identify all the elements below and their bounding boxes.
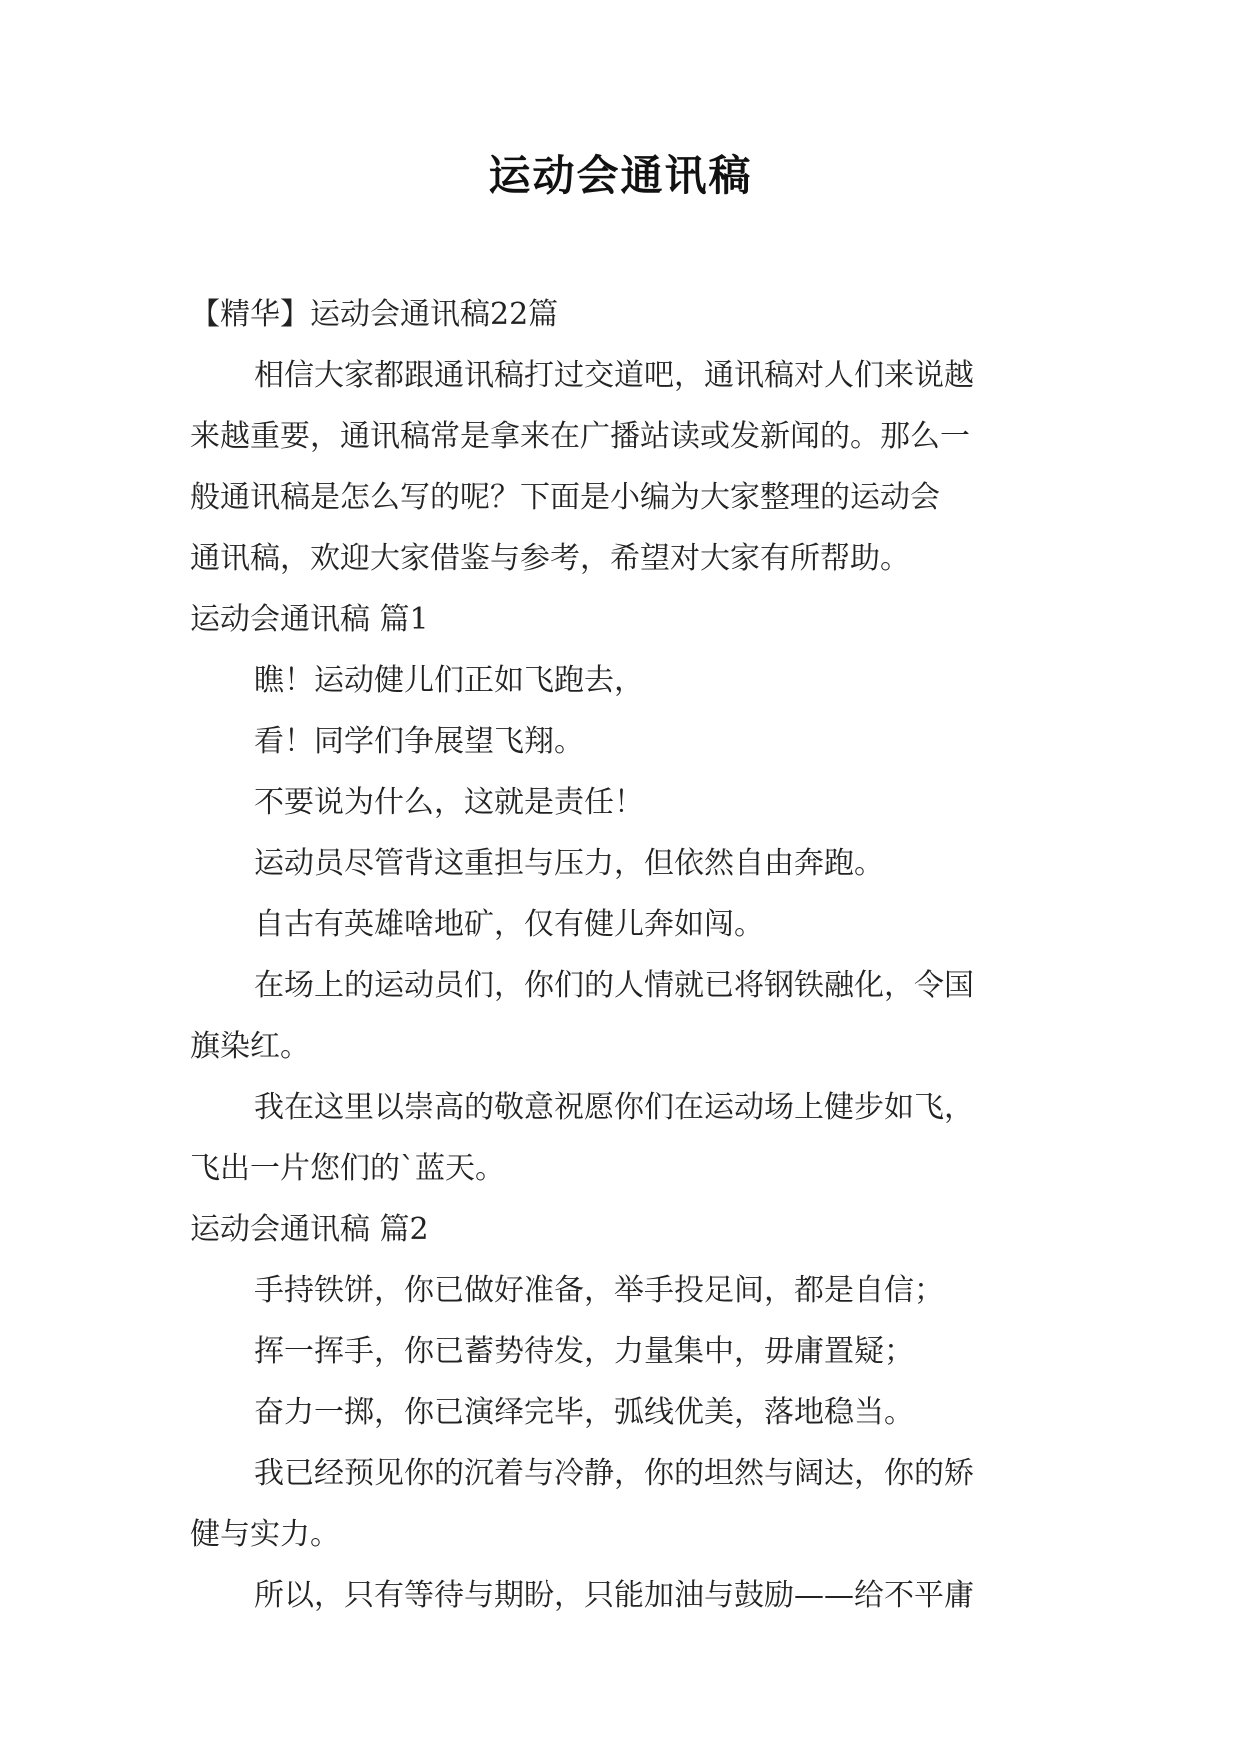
text-line: 挥一挥手，你已蓄势待发，力量集中，毋庸置疑；: [254, 1334, 914, 1369]
text-line: 旗染红。: [190, 1029, 310, 1064]
text-line: 飞出一片您们的`蓝天。: [190, 1151, 505, 1186]
text-line: 手持铁饼，你已做好准备，举手投足间，都是自信；: [254, 1273, 944, 1308]
text-line: 瞧！运动健儿们正如飞跑去，: [254, 663, 644, 698]
text-line: 运动会通讯稿 篇1: [190, 602, 429, 637]
text-line: 相信大家都跟通讯稿打过交道吧，通讯稿对人们来说越: [254, 358, 974, 393]
text-line: 运动员尽管背这重担与压力，但依然自由奔跑。: [254, 846, 884, 881]
text-line: 在场上的运动员们，你们的人情就已将钢铁融化，令国: [254, 968, 974, 1003]
text-line: 不要说为什么，这就是责任！: [254, 785, 644, 820]
text-line: 运动会通讯稿 篇2: [190, 1212, 429, 1247]
document-body: [190, 284, 1060, 1626]
text-line: 奋力一掷，你已演绎完毕，弧线优美，落地稳当。: [254, 1395, 914, 1430]
text-line: 来越重要，通讯稿常是拿来在广播站读或发新闻的。那么一: [190, 419, 970, 454]
text-line: 我在这里以崇高的敬意祝愿你们在运动场上健步如飞，: [254, 1090, 974, 1125]
text-line: 通讯稿，欢迎大家借鉴与参考，希望对大家有所帮助。: [190, 541, 910, 576]
text-line: 我已经预见你的沉着与冷静，你的坦然与阔达，你的矫: [254, 1456, 974, 1491]
text-line: 般通讯稿是怎么写的呢？下面是小编为大家整理的运动会: [190, 480, 940, 515]
document-title: 运动会通讯稿: [488, 151, 753, 200]
text-line: 自古有英雄啥地矿，仅有健儿奔如闯。: [254, 907, 764, 942]
text-line: 所以，只有等待与期盼，只能加油与鼓励——给不平庸: [254, 1578, 974, 1613]
text-line: 看！同学们争展望飞翔。: [254, 724, 584, 759]
text-line: 【精华】运动会通讯稿22篇: [190, 297, 559, 332]
text-line: 健与实力。: [190, 1517, 340, 1552]
